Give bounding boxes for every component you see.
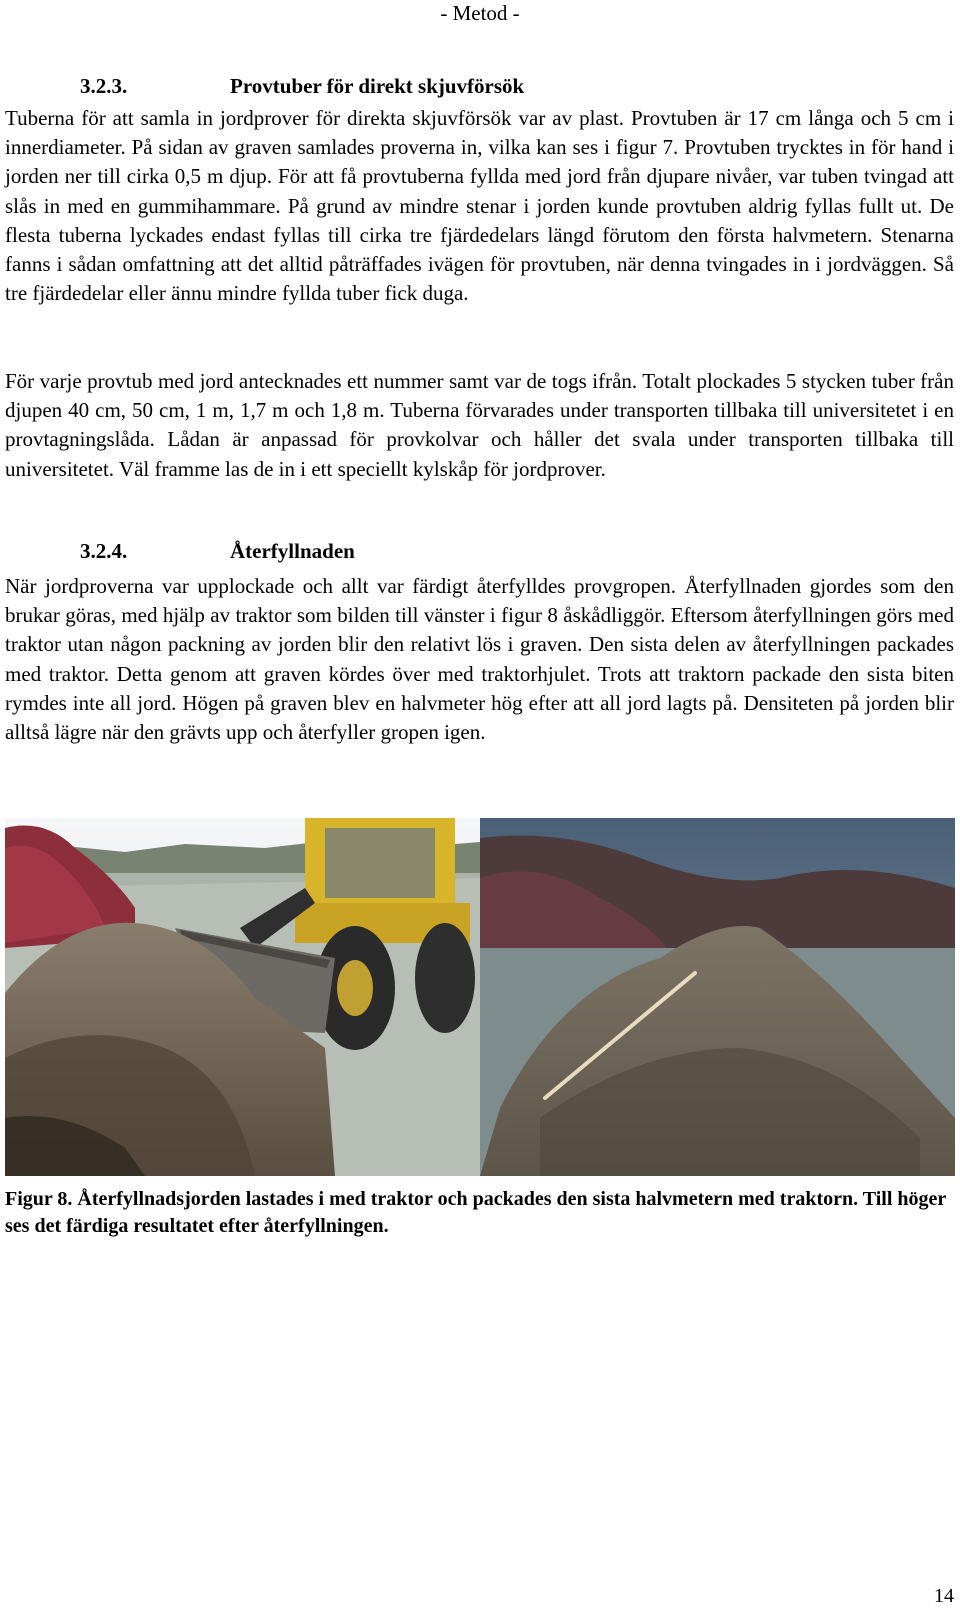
finished-soil-mound-photo	[480, 818, 955, 1176]
paragraph-provtuber-2: För varje provtub med jord antecknades ett nummer samt var de togs ifrån. Totalt plockades 5 stycken tuber från djupen 40 cm, 50 cm, 1 m, 1,7 m och 1,8 m. Tuberna förvarades under transporten tillbaka till universitetet i en provtagningslåda. Lådan är anpassad för provkolvar och håller det svala under transporten tillbaka till universitetet. Väl framme las de in i ett speciellt kylskåp för jordprover.	[5, 369, 954, 481]
tractor-backfilling-photo	[5, 818, 480, 1176]
page-number: 14	[934, 1585, 954, 1607]
figure-caption: Figur 8. Återfyllnadsjorden lastades i med traktor och packades den sista halvmetern med traktorn. Till höger ses det färdiga resultatet efter återfyllningen.	[5, 1188, 946, 1237]
section-number: 3.2.3.	[80, 74, 128, 98]
running-header: - Metod -	[440, 1, 520, 25]
figure-8	[5, 818, 955, 1176]
paragraph-aterfyllnaden: När jordproverna var upplockade och allt var färdigt återfylldes provgropen. Återfyllnaden gjordes som den brukar göras, med hjälp av traktor som bilden till vänster i figur 8 åskådliggör. Eftersom återfyllningen görs med traktor utan någon packning av jorden blir den relativt lös i graven. Den sista delen av återfyllningen packades med traktor. Detta genom att graven kördes över med traktorhjulet. Trots att traktorn packade den sista biten rymdes inte all jord. Högen på graven blev en halvmeter hög efter att all jord lagts på. Densiteten på jorden blir alltså lägre när den grävts upp och återfyller gropen igen.	[5, 574, 954, 745]
section-title: Återfyllnaden	[230, 539, 355, 563]
section-title: Provtuber för direkt skjuvförsök	[230, 74, 525, 98]
section-heading-3-2-3	[80, 72, 524, 100]
section-heading-3-2-4	[80, 537, 355, 565]
paragraph-provtuber-1: Tuberna för att samla in jordprover för direkta skjuvförsök var av plast. Provtuben är 17 cm långa och 5 cm i innerdiameter. På sidan av graven samlades proverna in, vilka kan ses i figur 7. Provtuben trycktes in för hand i jorden ner till cirka 0,5 m djup. För att få provtuberna fyllda med jord från djupare nivåer, var tuben tvingad att slås in med en gummihammare. På grund av mindre stenar i jorden kunde provtuben aldrig fyllas fullt ut. De flesta tuberna lyckades endast fyllas till cirka tre fjärdedelars längd förutom den första halvmetern. Stenarna fanns i sådan omfattning att det alltid påträffades ivägen för provtuben, när denna tvingades in i jordväggen. Så tre fjärdedelar eller ännu mindre fyllda tuber fick duga.	[5, 106, 954, 306]
section-number: 3.2.4.	[80, 539, 128, 563]
